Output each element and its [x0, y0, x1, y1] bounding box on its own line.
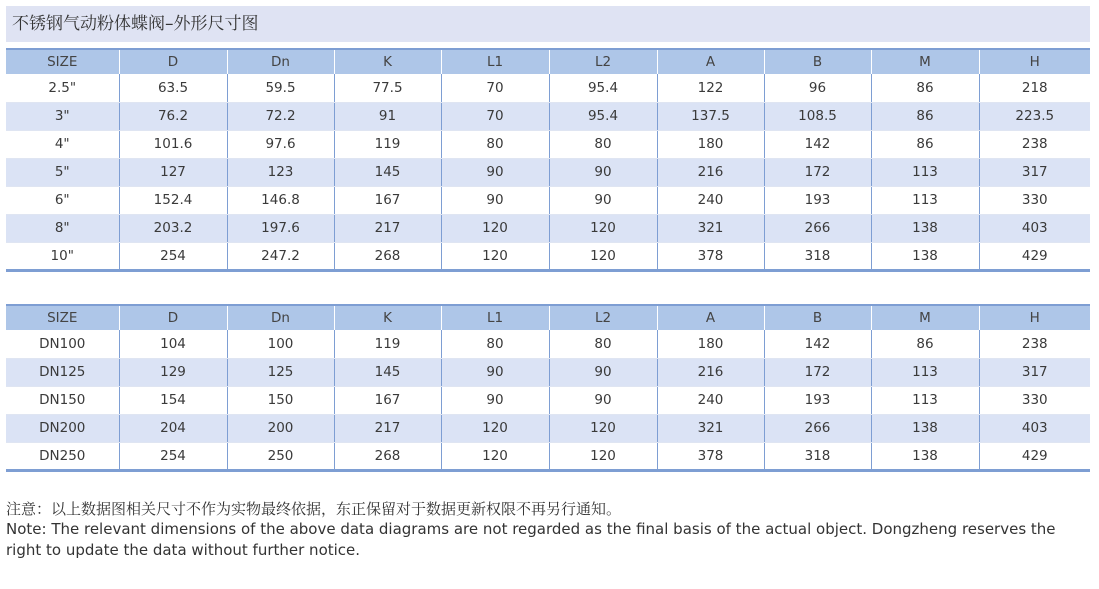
cell-b: 96: [764, 74, 871, 102]
cell-d: 154: [119, 386, 227, 414]
column-header-l2: L2: [549, 49, 657, 74]
cell-size: DN100: [6, 330, 119, 358]
cell-b: 266: [764, 414, 871, 442]
cell-size: DN250: [6, 442, 119, 470]
cell-b: 318: [764, 242, 871, 270]
cell-h: 330: [979, 386, 1090, 414]
column-header-dn: Dn: [227, 305, 334, 330]
cell-l1: 70: [441, 74, 549, 102]
cell-l1: 90: [441, 386, 549, 414]
cell-m: 86: [871, 130, 979, 158]
disclaimer-note-english: Note: The relevant dimensions of the above data diagrams are not regarded as the final basis of the actual object. Dongzheng reserves the right to update the data without further notice.: [6, 520, 1056, 559]
table-row: [6, 130, 1090, 158]
cell-h: 223.5: [979, 102, 1090, 130]
cell-dn: 125: [227, 358, 334, 386]
table-row: [6, 214, 1090, 242]
cell-a: 378: [657, 242, 764, 270]
cell-k: 167: [334, 386, 441, 414]
cell-l1: 120: [441, 214, 549, 242]
column-header-dn: Dn: [227, 49, 334, 74]
cell-k: 268: [334, 442, 441, 470]
cell-a: 216: [657, 358, 764, 386]
table-row: [6, 74, 1090, 102]
cell-b: 172: [764, 158, 871, 186]
cell-size: 2.5": [6, 74, 119, 102]
cell-d: 152.4: [119, 186, 227, 214]
cell-l2: 120: [549, 242, 657, 270]
cell-m: 113: [871, 386, 979, 414]
cell-k: 217: [334, 214, 441, 242]
cell-l1: 80: [441, 130, 549, 158]
column-header-a: A: [657, 305, 764, 330]
column-header-size: SIZE: [6, 49, 119, 74]
column-header-b: B: [764, 49, 871, 74]
cell-l1: 80: [441, 330, 549, 358]
cell-a: 240: [657, 186, 764, 214]
column-header-a: A: [657, 49, 764, 74]
cell-dn: 146.8: [227, 186, 334, 214]
cell-size: 6": [6, 186, 119, 214]
table-header: [6, 305, 1090, 330]
cell-a: 321: [657, 414, 764, 442]
column-header-d: D: [119, 49, 227, 74]
column-header-size: SIZE: [6, 305, 119, 330]
cell-d: 76.2: [119, 102, 227, 130]
cell-k: 119: [334, 130, 441, 158]
cell-h: 429: [979, 442, 1090, 470]
table-header: [6, 49, 1090, 74]
cell-b: 193: [764, 386, 871, 414]
column-header-m: M: [871, 49, 979, 74]
cell-l2: 120: [549, 214, 657, 242]
disclaimer-note-chinese: 注意：以上数据图相关尺寸不作为实物最终依据，东正保留对于数据更新权限不再另行通知。: [6, 500, 622, 518]
cell-k: 167: [334, 186, 441, 214]
cell-h: 403: [979, 214, 1090, 242]
column-header-d: D: [119, 305, 227, 330]
cell-size: 4": [6, 130, 119, 158]
cell-l2: 90: [549, 158, 657, 186]
table-row: [6, 186, 1090, 214]
dimension-table-dn: [6, 304, 1090, 472]
table-row: [6, 414, 1090, 442]
cell-l2: 95.4: [549, 102, 657, 130]
cell-b: 172: [764, 358, 871, 386]
cell-l1: 120: [441, 414, 549, 442]
cell-dn: 97.6: [227, 130, 334, 158]
column-header-k: K: [334, 305, 441, 330]
cell-size: 8": [6, 214, 119, 242]
cell-dn: 150: [227, 386, 334, 414]
cell-m: 86: [871, 102, 979, 130]
cell-b: 108.5: [764, 102, 871, 130]
cell-m: 113: [871, 158, 979, 186]
cell-size: 5": [6, 158, 119, 186]
table-row: [6, 158, 1090, 186]
cell-h: 218: [979, 74, 1090, 102]
header-row: [6, 49, 1090, 74]
page-title: 不锈钢气动粉体蝶阀–外形尺寸图: [6, 6, 1090, 42]
cell-l2: 90: [549, 358, 657, 386]
cell-l1: 90: [441, 358, 549, 386]
cell-d: 203.2: [119, 214, 227, 242]
cell-b: 142: [764, 330, 871, 358]
dimension-table-inch: [6, 48, 1090, 272]
cell-dn: 123: [227, 158, 334, 186]
cell-a: 137.5: [657, 102, 764, 130]
header-row: [6, 305, 1090, 330]
cell-a: 216: [657, 158, 764, 186]
column-header-l2: L2: [549, 305, 657, 330]
cell-l2: 80: [549, 330, 657, 358]
cell-b: 318: [764, 442, 871, 470]
cell-m: 138: [871, 442, 979, 470]
cell-l2: 95.4: [549, 74, 657, 102]
cell-dn: 59.5: [227, 74, 334, 102]
cell-a: 180: [657, 330, 764, 358]
table-row: [6, 330, 1090, 358]
cell-d: 127: [119, 158, 227, 186]
cell-d: 254: [119, 242, 227, 270]
cell-l2: 120: [549, 414, 657, 442]
cell-a: 321: [657, 214, 764, 242]
cell-dn: 72.2: [227, 102, 334, 130]
cell-m: 113: [871, 358, 979, 386]
cell-d: 254: [119, 442, 227, 470]
cell-size: DN125: [6, 358, 119, 386]
cell-l1: 120: [441, 242, 549, 270]
cell-m: 113: [871, 186, 979, 214]
column-header-l1: L1: [441, 305, 549, 330]
cell-d: 204: [119, 414, 227, 442]
column-header-h: H: [979, 49, 1090, 74]
table-row: [6, 102, 1090, 130]
cell-l2: 120: [549, 442, 657, 470]
cell-k: 145: [334, 158, 441, 186]
cell-h: 429: [979, 242, 1090, 270]
cell-h: 317: [979, 158, 1090, 186]
cell-m: 138: [871, 242, 979, 270]
table-row: [6, 358, 1090, 386]
table-row: [6, 386, 1090, 414]
cell-a: 378: [657, 442, 764, 470]
cell-l2: 90: [549, 186, 657, 214]
cell-k: 77.5: [334, 74, 441, 102]
cell-h: 403: [979, 414, 1090, 442]
cell-m: 86: [871, 330, 979, 358]
cell-d: 129: [119, 358, 227, 386]
column-header-k: K: [334, 49, 441, 74]
table-body: [6, 74, 1090, 270]
cell-dn: 250: [227, 442, 334, 470]
cell-b: 266: [764, 214, 871, 242]
cell-m: 138: [871, 414, 979, 442]
cell-d: 63.5: [119, 74, 227, 102]
cell-b: 142: [764, 130, 871, 158]
cell-a: 180: [657, 130, 764, 158]
column-header-b: B: [764, 305, 871, 330]
cell-h: 238: [979, 130, 1090, 158]
cell-k: 119: [334, 330, 441, 358]
cell-dn: 247.2: [227, 242, 334, 270]
table-body: [6, 330, 1090, 470]
cell-l2: 80: [549, 130, 657, 158]
cell-h: 317: [979, 358, 1090, 386]
cell-a: 240: [657, 386, 764, 414]
cell-h: 330: [979, 186, 1090, 214]
cell-size: 3": [6, 102, 119, 130]
cell-l1: 90: [441, 186, 549, 214]
cell-k: 217: [334, 414, 441, 442]
cell-size: DN150: [6, 386, 119, 414]
cell-dn: 200: [227, 414, 334, 442]
cell-b: 193: [764, 186, 871, 214]
cell-l1: 90: [441, 158, 549, 186]
cell-d: 101.6: [119, 130, 227, 158]
cell-l1: 70: [441, 102, 549, 130]
cell-l1: 120: [441, 442, 549, 470]
cell-size: 10": [6, 242, 119, 270]
cell-dn: 197.6: [227, 214, 334, 242]
column-header-l1: L1: [441, 49, 549, 74]
cell-k: 268: [334, 242, 441, 270]
column-header-h: H: [979, 305, 1090, 330]
column-header-m: M: [871, 305, 979, 330]
cell-a: 122: [657, 74, 764, 102]
table-row: [6, 442, 1090, 470]
cell-m: 86: [871, 74, 979, 102]
cell-size: DN200: [6, 414, 119, 442]
table-row: [6, 242, 1090, 270]
cell-dn: 100: [227, 330, 334, 358]
cell-l2: 90: [549, 386, 657, 414]
cell-h: 238: [979, 330, 1090, 358]
cell-k: 145: [334, 358, 441, 386]
cell-d: 104: [119, 330, 227, 358]
cell-m: 138: [871, 214, 979, 242]
cell-k: 91: [334, 102, 441, 130]
